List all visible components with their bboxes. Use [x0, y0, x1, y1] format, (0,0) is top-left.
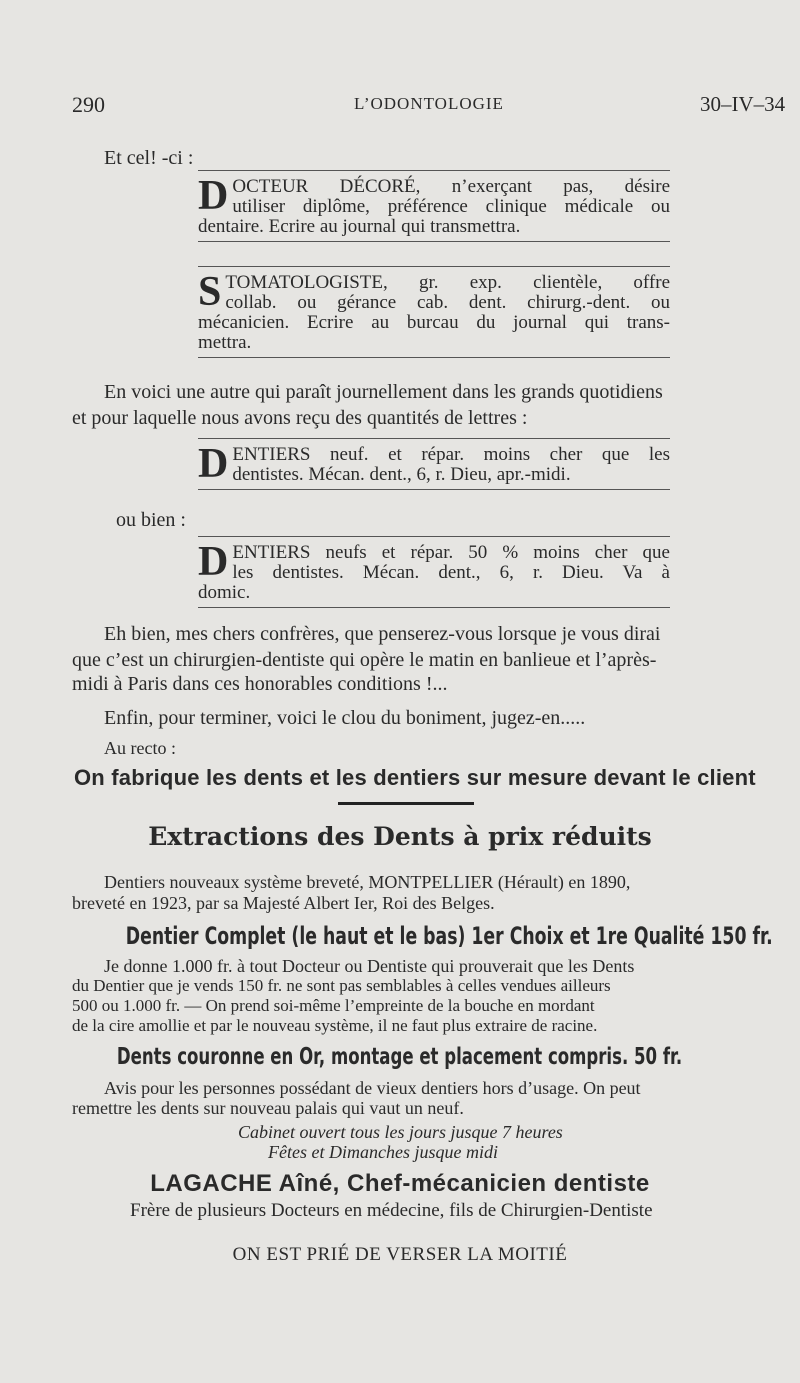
ad-line: ENTIERS neufs et répar. 50 % moins cher que — [232, 542, 670, 563]
dentier-complet-line — [0, 922, 800, 950]
flyer-headline: On fabrique les dents et les dentiers sur mesure devant le client — [74, 765, 756, 790]
flyer-line: 500 ou 1.000 fr. — On prend soi-même l’empreinte de la bouche en mordant — [72, 996, 595, 1015]
ad-line: TOMATOLOGISTE, gr. exp. clientèle, offre — [225, 272, 670, 293]
au-recto-label: Au recto : — [104, 738, 176, 758]
ou-bien-line: ou bien : — [116, 509, 186, 531]
flyer-line: de la cire amollie et par le nouveau système, il ne faut plus extraire de racine. — [72, 1016, 598, 1035]
flyer-line: du Dentier que je vends 150 fr. ne sont pas semblables à celles vendues ailleurs — [72, 976, 611, 995]
ad-line: domic. — [198, 582, 251, 603]
intro-line: Et cel! -ci : — [104, 147, 194, 169]
flyer-line: Avis pour les personnes possédant de vieux dentiers hors d’usage. On peut — [104, 1078, 641, 1098]
paragraph-line: midi à Paris dans ces honorables conditions !... — [72, 673, 448, 695]
classified-ad-2 — [198, 266, 670, 358]
paragraph-line: et pour laquelle nous avons reçu des quantités de lettres : — [72, 407, 528, 429]
frere-line: Frère de plusieurs Docteurs en médecine, fils de Chirurgien-Dentiste — [130, 1200, 653, 1221]
paragraph-line: que c’est un chirurgien-dentiste qui opère le matin en banlieue et l’après- — [72, 649, 657, 671]
paragraph-line: Eh bien, mes chers confrères, que penserez-vous lorsque je vous dirai — [104, 623, 661, 645]
drop-cap: D — [198, 539, 229, 585]
ad-line: collab. ou gérance cab. dent. chirurg.-dent. ou — [225, 292, 670, 313]
extractions-heading: Extractions des Dents à prix réduits — [148, 822, 652, 851]
flyer-line: breveté en 1923, par sa Majesté Albert Ier, Roi des Belges. — [72, 893, 495, 913]
classified-ad-1 — [198, 170, 670, 242]
ad-bottom-rule — [198, 607, 670, 608]
paragraph-line: Enfin, pour terminer, voici le clou du boniment, jugez-en..... — [104, 707, 586, 729]
flyer-line: Dentiers nouveaux système breveté, MONTPELLIER (Hérault) en 1890, — [104, 872, 631, 892]
classified-ad-3 — [198, 438, 670, 490]
ad-line: utiliser diplôme, préférence clinique médicale ou — [232, 196, 670, 217]
ad-bottom-rule — [198, 357, 670, 358]
moitie-line: ON EST PRIÉ DE VERSER LA MOITIÉ — [232, 1244, 568, 1265]
lagache-name: LAGACHE Aîné, Chef-mécanicien dentiste — [150, 1170, 650, 1197]
drop-cap: D — [198, 173, 229, 219]
dentier-complet-text: Dentier Complet (le haut et le bas) 1er Choix et 1re Qualité 150 fr. — [125, 922, 773, 950]
ad-line: dentaire. Ecrire au journal qui transmettra. — [198, 216, 521, 237]
classified-ad-4 — [198, 536, 670, 608]
ad-line: mécanicien. Ecrire au burcau du journal qui trans- — [198, 312, 670, 333]
flyer-line: Je donne 1.000 fr. à tout Docteur ou Dentiste qui prouverait que les Dents — [104, 956, 635, 976]
ad-line: les dentistes. Mécan. dent., 6, r. Dieu. Va à — [232, 562, 670, 583]
flyer-divider — [338, 802, 474, 805]
paragraph-line: En voici une autre qui paraît journellement dans les grands quotidiens — [104, 381, 663, 403]
couronne-line — [0, 1044, 800, 1070]
ad-bottom-rule — [198, 241, 670, 242]
ad-line: OCTEUR DÉCORÉ, n’exerçant pas, désire — [232, 176, 670, 197]
page-number: 290 — [72, 92, 105, 117]
drop-cap: S — [198, 269, 222, 315]
ad-line: dentistes. Mécan. dent., 6, r. Dieu, apr.-midi. — [232, 464, 571, 485]
ad-bottom-rule — [198, 489, 670, 490]
issue-date: 30–IV–34 — [700, 92, 786, 116]
cabinet-hours: Cabinet ouvert tous les jours jusque 7 heures — [238, 1122, 563, 1142]
ad-line: mettra. — [198, 332, 252, 353]
couronne-text: Dents couronne en Or, montage et placement compris. 50 fr. — [117, 1044, 683, 1070]
flyer-line: remettre les dents sur nouveau palais qui vaut un neuf. — [72, 1098, 464, 1118]
fetes-hours: Fêtes et Dimanches jusque midi — [268, 1142, 498, 1162]
drop-cap: D — [198, 441, 229, 487]
journal-title: L’ODONTOLOGIE — [354, 94, 504, 113]
ad-line: ENTIERS neuf. et répar. moins cher que les — [232, 444, 670, 465]
